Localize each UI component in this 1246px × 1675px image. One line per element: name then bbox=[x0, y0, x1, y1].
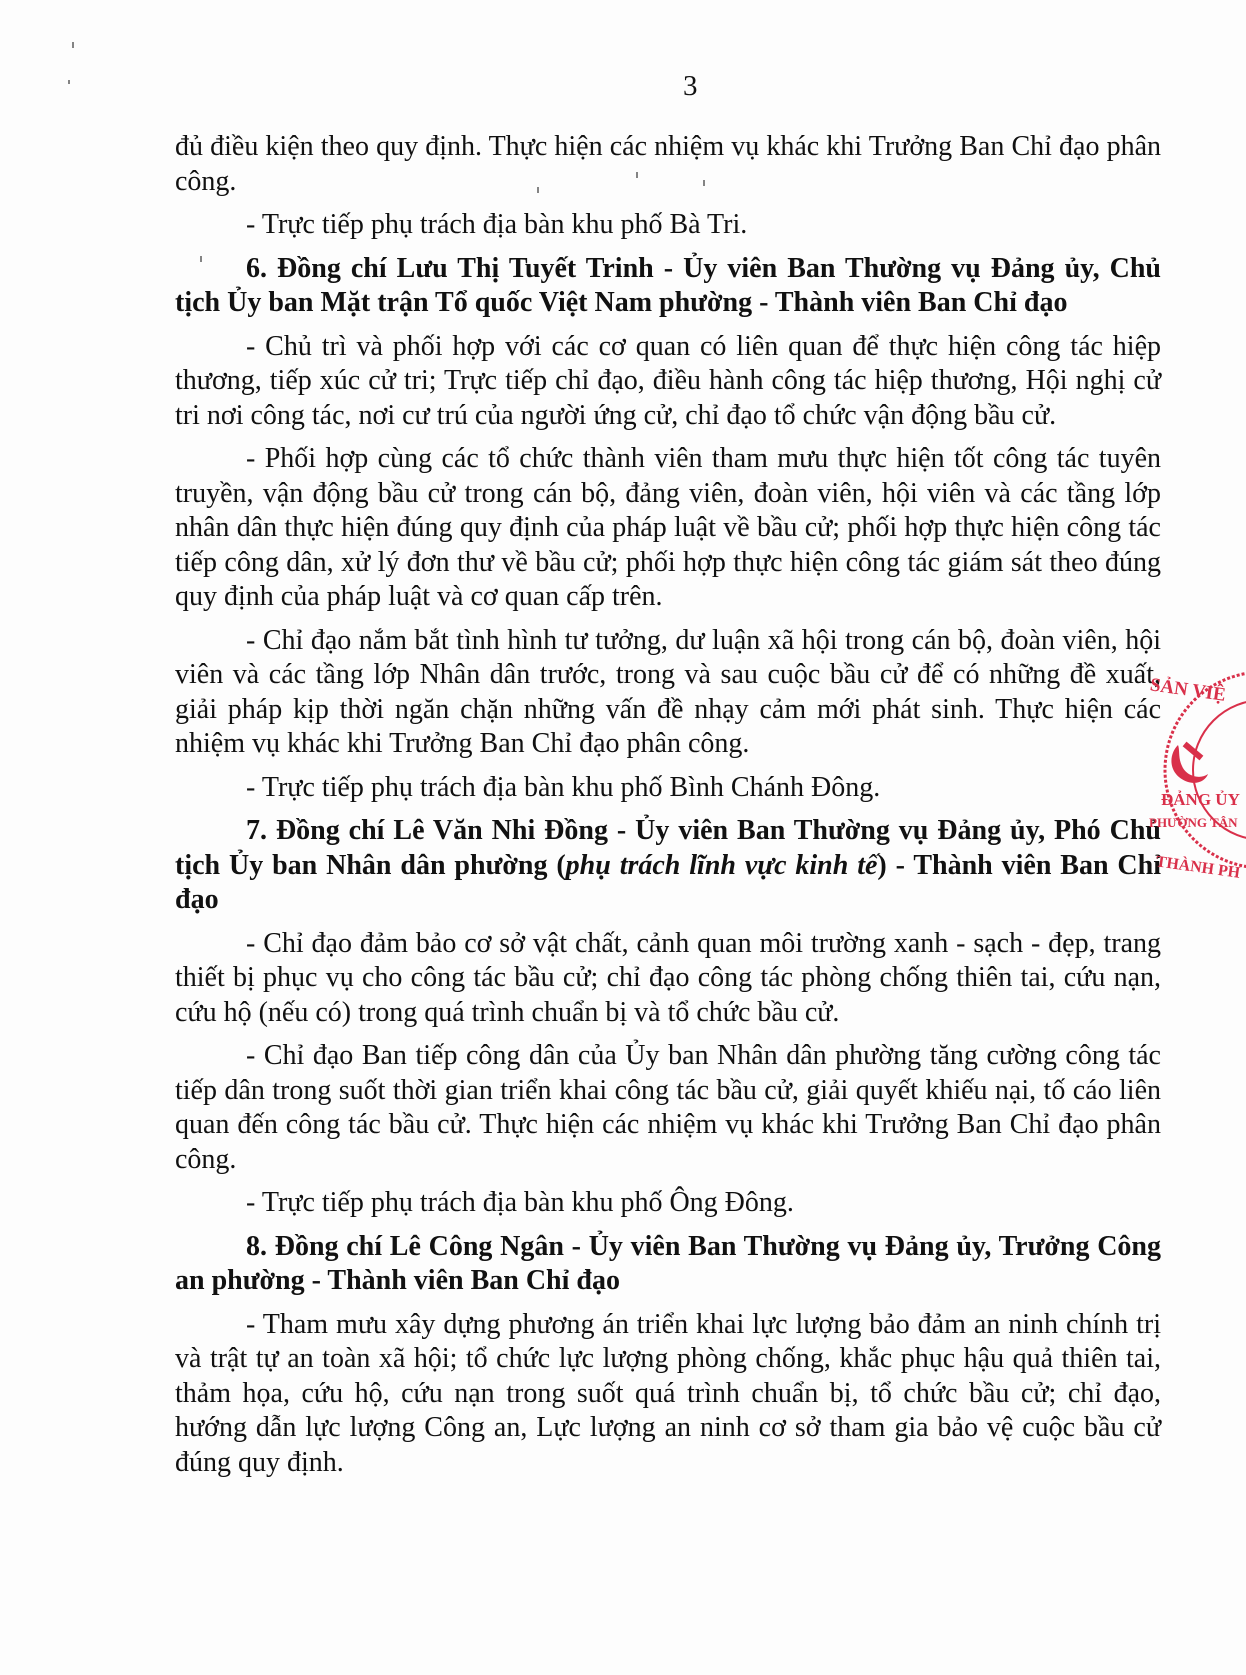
paragraph: - Chỉ đạo nắm bắt tình hình tư tưởng, dư luận xã hội trong cán bộ, đoàn viên, hội viên và các tầng lớp Nhân dân trước, trong và sau cuộc bầu cử để có những đề xuất, giải pháp kịp thời ngăn chặn những vấn đề nhạy cảm mới phát sinh. Thực hiện các nhiệm vụ khác khi Trưởng Ban Chỉ đạo phân công. bbox=[175, 624, 1161, 759]
paragraph: - Phối hợp cùng các tổ chức thành viên tham mưu thực hiện tốt công tác tuyên truyền, vận động bầu cử trong cán bộ, đảng viên, đoàn viên, hội viên và các tầng lớp nhân dân thực hiện đúng quy định của pháp luật về bầu cử; phối hợp thực hiện công tác tiếp công dân, xử lý đơn thư về bầu cử; phối hợp thực hiện công tác giám sát theo đúng quy định của pháp luật và cơ quan cấp trên. bbox=[175, 443, 1161, 612]
seal-text: PHƯỜNG TÂN bbox=[1149, 815, 1238, 830]
party-seal bbox=[1148, 665, 1246, 882]
seal-text: THÀNH PH bbox=[1154, 853, 1242, 882]
hammer-sickle-icon bbox=[1171, 742, 1208, 783]
seal-text: SẢN VIỆ bbox=[1148, 674, 1228, 706]
seal-text: ĐẢNG ỦY bbox=[1161, 790, 1240, 809]
paragraph: - Trực tiếp phụ trách địa bàn khu phố Bình Chánh Đông. bbox=[246, 771, 881, 803]
heading-text: ) - Thành viên Ban Chỉ đạo bbox=[175, 849, 1161, 915]
section-heading bbox=[175, 814, 1161, 918]
paragraph: - Chỉ đạo Ban tiếp công dân của Ủy ban Nhân dân phường tăng cường công tác tiếp dân trong suốt thời gian triển khai công tác bầu cử, giải quyết khiếu nại, tố cáo liên quan đến công tác bầu cử. Thực hiện các nhiệm vụ khác khi Trưởng Ban Chỉ đạo phân công. bbox=[175, 1040, 1161, 1175]
scan-speck bbox=[68, 80, 70, 84]
document-body bbox=[175, 130, 1161, 1489]
paragraph: - Chủ trì và phối hợp với các cơ quan có liên quan để thực hiện công tác hiệp thương, tiếp xúc cử tri; Trực tiếp chỉ đạo, điều hành công tác hiệp thương, Hội nghị cử tri nơi công tác, nơi cư trú của người ứng cử, chỉ đạo tổ chức vận động bầu cử. bbox=[175, 330, 1161, 431]
scan-speck bbox=[72, 42, 74, 48]
heading-italic-text: phụ trách lĩnh vực kinh tế bbox=[565, 849, 878, 881]
paragraph: - Trực tiếp phụ trách địa bàn khu phố Bà Tri. bbox=[246, 209, 748, 240]
section-heading: 8. Đồng chí Lê Công Ngân - Ủy viên Ban Thường vụ Đảng ủy, Trưởng Công an phường - Thành viên Ban Chỉ đạo bbox=[175, 1230, 1161, 1296]
paragraph: đủ điều kiện theo quy định. Thực hiện các nhiệm vụ khác khi Trưởng Ban Chỉ đạo phân công. bbox=[175, 131, 1161, 197]
paragraph: - Trực tiếp phụ trách địa bàn khu phố Ông Đông. bbox=[246, 1187, 794, 1218]
paragraph: - Tham mưu xây dựng phương án triển khai lực lượng bảo đảm an ninh chính trị và trật tự an toàn xã hội; tổ chức lực lượng phòng chống, khắc phục hậu quả thiên tai, thảm họa, cứu hộ, cứu nạn trong suốt quá trình chuẩn bị, tổ chức bầu cử; chỉ đạo, hướng dẫn lực lượng Công an, Lực lượng an ninh cơ sở tham gia bảo vệ cuộc bầu cử đúng quy định. bbox=[175, 1308, 1161, 1478]
heading-text: 7. Đồng chí Lê Văn Nhi Đồng - Ủy viên Ban Thường vụ Đảng ủy, Phó Chủ tịch Ủy ban Nhân dân phường ( bbox=[175, 815, 1161, 881]
page-number: 3 bbox=[683, 70, 698, 102]
section-heading: 6. Đồng chí Lưu Thị Tuyết Trinh - Ủy viên Ban Thường vụ Đảng ủy, Chủ tịch Ủy ban Mặt trận Tổ quốc Việt Nam phường - Thành viên Ban Chỉ đạo bbox=[175, 252, 1161, 318]
paragraph: - Chỉ đạo đảm bảo cơ sở vật chất, cảnh quan môi trường xanh - sạch - đẹp, trang thiết bị phục vụ cho công tác bầu cử; chỉ đạo công tác phòng chống thiên tai, cứu nạn, cứu hộ (nếu có) trong quá trình chuẩn bị và tổ chức bầu cử. bbox=[175, 927, 1161, 1028]
